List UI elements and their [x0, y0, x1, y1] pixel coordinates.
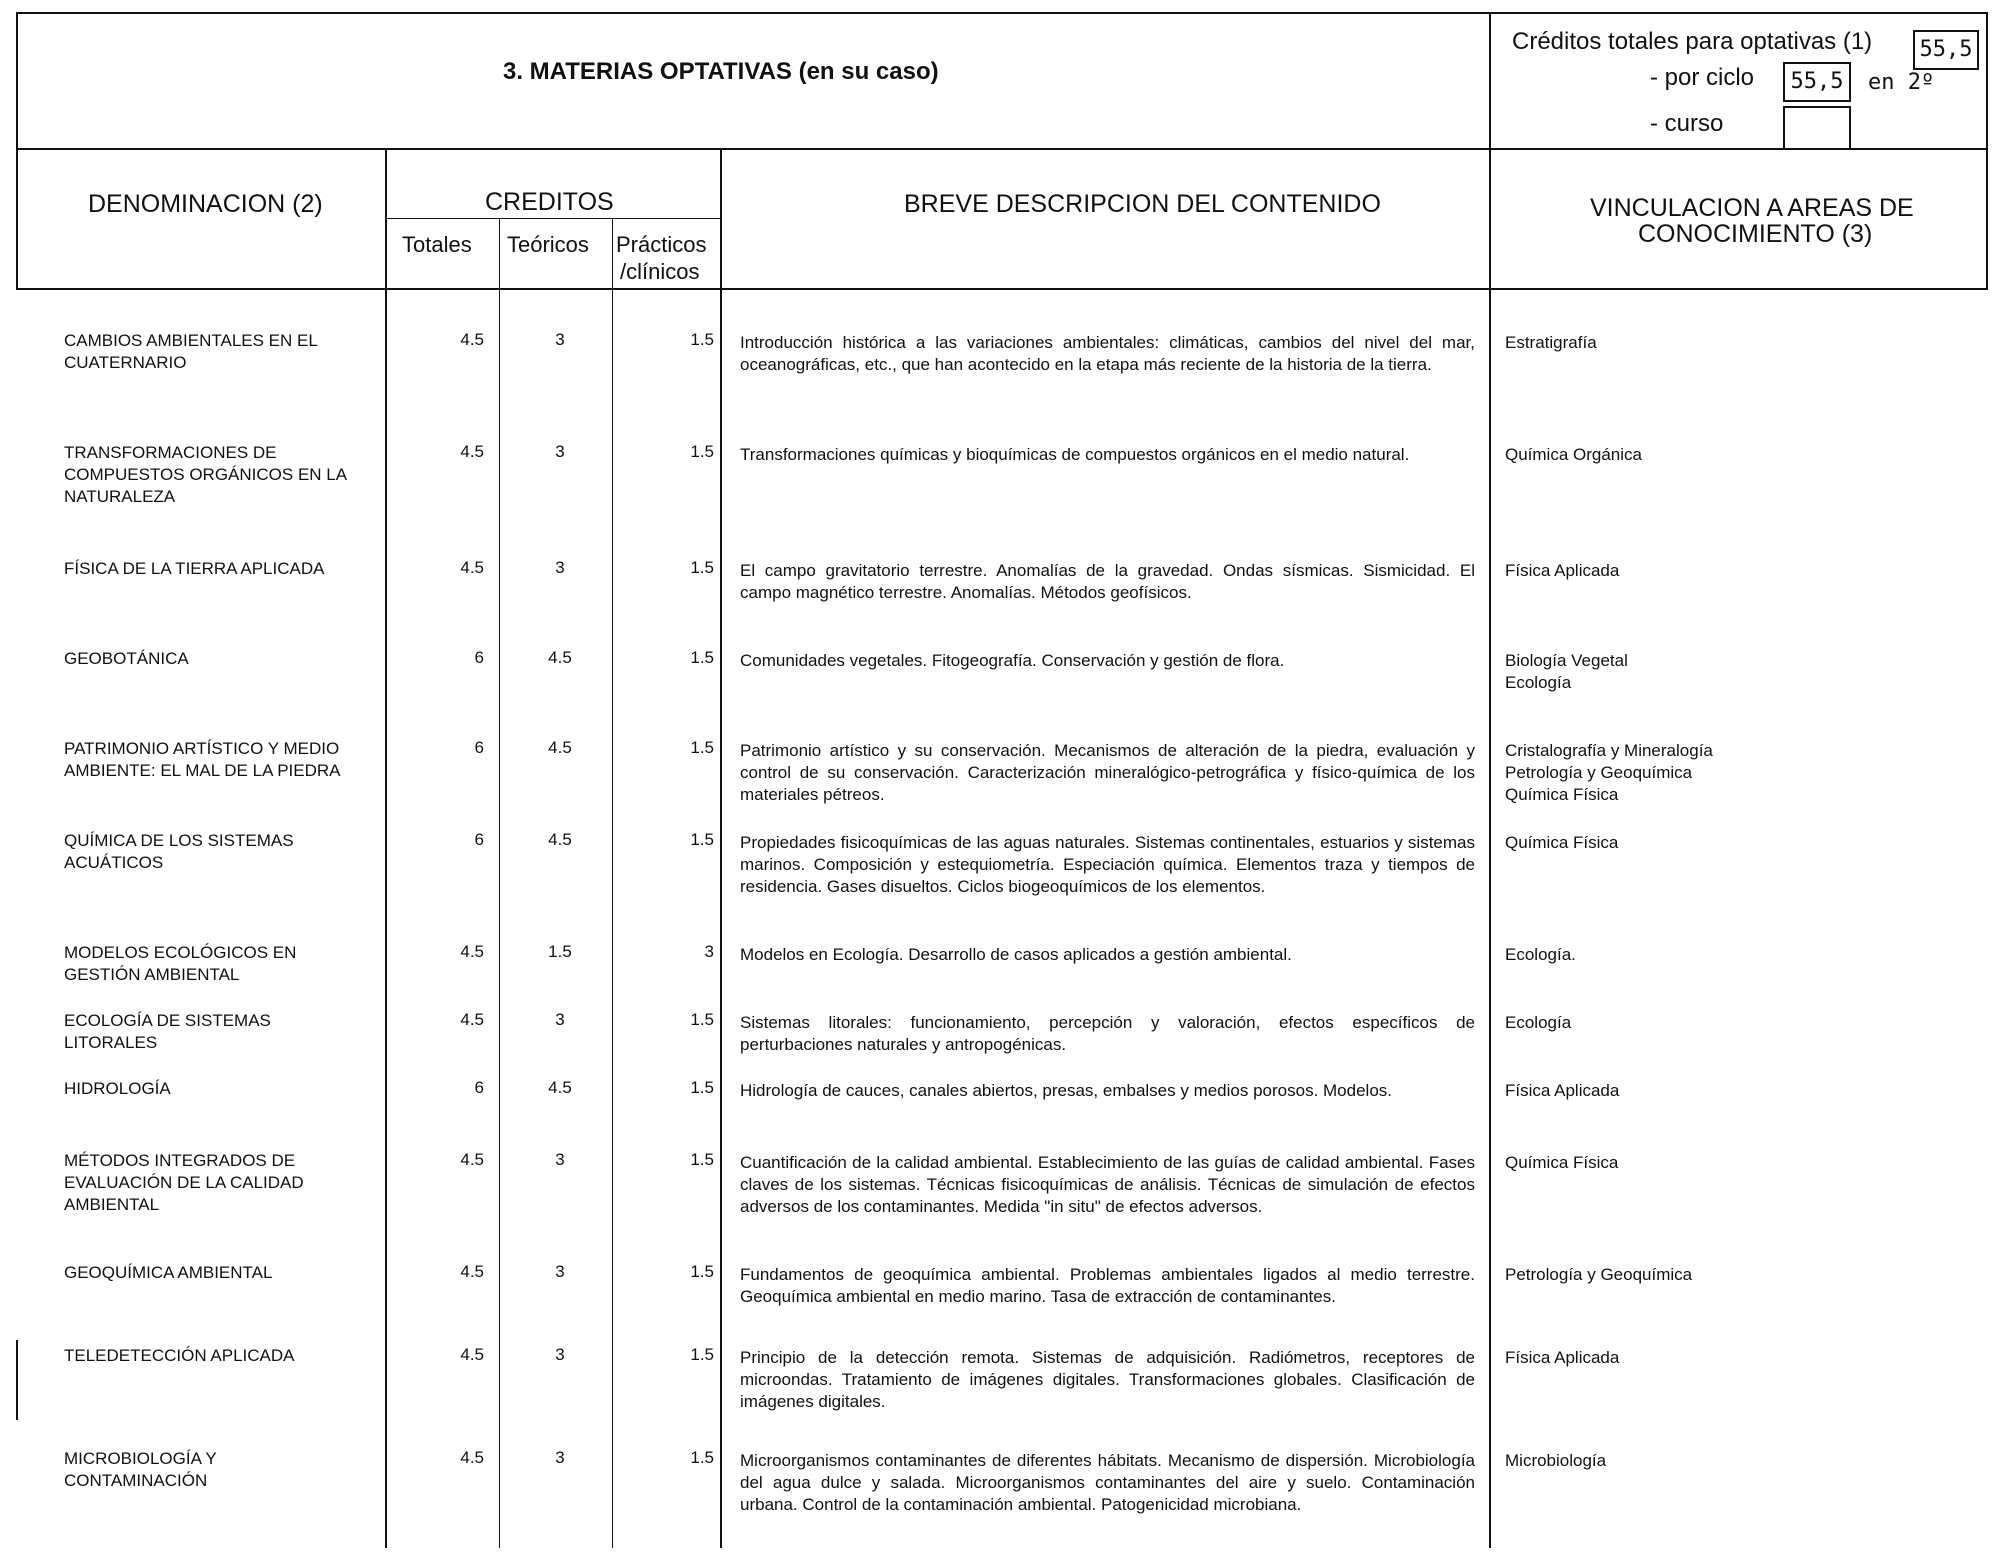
- row-descripcion: El campo gravitatorio terrestre. Anomalías de la gravedad. Ondas sísmicas. Sismicidad. El campo magnético terrestre. Anomalías. Métodos geofísicos.: [740, 561, 1475, 602]
- row-areas: Física Aplicada: [1505, 561, 1620, 580]
- row-teoricos: 3: [555, 330, 565, 349]
- row-descripcion: Comunidades vegetales. Fitogeografía. Conservación y gestión de flora.: [740, 651, 1285, 670]
- row-areas: Ecología.: [1505, 945, 1576, 964]
- row-areas: Química Orgánica: [1505, 445, 1642, 464]
- en-ciclo-label: en 2º: [1868, 70, 1935, 95]
- row-practicos: 1.5: [690, 558, 714, 577]
- header-bottom-border: [16, 148, 1988, 150]
- col-clinicos: /clínicos: [620, 259, 700, 284]
- row-areas: Biología Vegetal Ecología: [1505, 651, 1628, 692]
- creditos-totales-text: 55,5: [1919, 37, 1973, 62]
- row-denominacion: MÉTODOS INTEGRADOS DE EVALUACIÓN DE LA CALIDAD AMBIENTAL: [64, 1151, 304, 1214]
- row-teoricos: 3: [555, 1448, 565, 1467]
- row-teoricos: 3: [555, 558, 565, 577]
- row-totales: 4.5: [460, 330, 484, 349]
- row-areas: Ecología: [1505, 1013, 1572, 1032]
- row-practicos: 1.5: [690, 1448, 714, 1467]
- row-teoricos: 3: [555, 442, 565, 461]
- row-totales: 6: [474, 1078, 484, 1097]
- por-ciclo-value: [1783, 62, 1851, 102]
- row-denominacion: GEOQUÍMICA AMBIENTAL: [64, 1263, 273, 1282]
- row-denominacion: MICROBIOLOGÍA Y CONTAMINACIÓN: [64, 1449, 217, 1490]
- row-denominacion: FÍSICA DE LA TIERRA APLICADA: [64, 559, 325, 578]
- column-header-bottom-border: [16, 288, 1988, 290]
- row-totales: 6: [474, 738, 484, 757]
- row-descripcion: Transformaciones químicas y bioquímicas de compuestos orgánicos en el medio natural.: [740, 445, 1410, 464]
- row-practicos: 1.5: [690, 1262, 714, 1281]
- col-sep-denominacion: [385, 148, 387, 1548]
- section-title: 3. MATERIAS OPTATIVAS (en su caso): [503, 58, 939, 85]
- col-creditos: CREDITOS: [485, 188, 614, 216]
- row-teoricos: 4.5: [548, 1078, 572, 1097]
- right-border: [1986, 12, 1988, 290]
- row-practicos: 1.5: [690, 648, 714, 667]
- row-areas: Cristalografía y Mineralogía Petrología y Geoquímica Química Física: [1505, 741, 1713, 804]
- row-denominacion: GEOBOTÁNICA: [64, 649, 189, 668]
- row-practicos: 1.5: [690, 330, 714, 349]
- creditos-subheader-line: [385, 218, 721, 219]
- row-areas: Física Aplicada: [1505, 1081, 1620, 1100]
- row-totales: 4.5: [460, 558, 484, 577]
- col-vinculacion-1: VINCULACION A AREAS DE: [1590, 194, 1914, 222]
- row-totales: 4.5: [460, 1010, 484, 1029]
- row-denominacion: TELEDETECCIÓN APLICADA: [64, 1346, 295, 1365]
- row-descripcion: Sistemas litorales: funcionamiento, percepción y valoración, efectos específicos de perturbaciones naturales y antropogénicas.: [740, 1013, 1475, 1054]
- row-denominacion: HIDROLOGÍA: [64, 1079, 171, 1098]
- row-practicos: 1.5: [690, 738, 714, 757]
- row-denominacion: ECOLOGÍA DE SISTEMAS LITORALES: [64, 1011, 271, 1052]
- row-totales: 4.5: [460, 1262, 484, 1281]
- row-teoricos: 3: [555, 1150, 565, 1169]
- row-totales: 4.5: [460, 1448, 484, 1467]
- row-teoricos: 3: [555, 1262, 565, 1281]
- row-descripcion: Cuantificación de la calidad ambiental. Establecimiento de las guías de calidad ambiental. Fases claves de los sistemas. Técnicas fisicoquímicas de análisis. Técnicas de simulación de efectos adversos de los contaminantes. Medida "in situ" de efectos adversos.: [740, 1153, 1475, 1216]
- col-denominacion: DENOMINACION (2): [88, 190, 323, 218]
- row-totales: 4.5: [460, 942, 484, 961]
- row-practicos: 3: [704, 942, 714, 961]
- row-denominacion: PATRIMONIO ARTÍSTICO Y MEDIO AMBIENTE: EL MAL DE LA PIEDRA: [64, 739, 341, 780]
- row-descripcion: Patrimonio artístico y su conservación. Mecanismos de alteración de la piedra, evaluación y control de su conservación. Caracterización mineralógico-petrográfica y físico-química de los materiales pétreos.: [740, 741, 1475, 804]
- por-ciclo-label: - por ciclo: [1650, 64, 1755, 91]
- col-sep-practicos: [720, 148, 722, 1548]
- row-practicos: 1.5: [690, 1150, 714, 1169]
- row-descripcion: Hidrología de cauces, canales abiertos, presas, embalses y medios porosos. Modelos.: [740, 1081, 1393, 1100]
- row-areas: Microbiología: [1505, 1451, 1607, 1470]
- row-totales: 4.5: [460, 1150, 484, 1169]
- creditos-totales-label: Créditos totales para optativas (1): [1512, 28, 1873, 55]
- row-teoricos: 1.5: [548, 942, 572, 961]
- left-border-top: [16, 12, 18, 290]
- row-descripcion: Microorganismos contaminantes de diferentes hábitats. Mecanismo de dispersión. Microbiología del agua dulce y salada. Microorganismos contaminantes del aire y suelo. Contaminación urbana. Control de la contaminación ambiental. Patogenicidad microbiana.: [740, 1451, 1475, 1514]
- creditos-totales-value: [1913, 30, 1979, 70]
- row-areas: Petrología y Geoquímica: [1505, 1265, 1693, 1284]
- row-teoricos: 3: [555, 1345, 565, 1364]
- row-descripcion: Principio de la detección remota. Sistemas de adquisición. Radiómetros, receptores de microondas. Tratamiento de imágenes digitales. Transformaciones globales. Clasificación de imágenes digitales.: [740, 1348, 1475, 1411]
- row-areas: Estratigrafía: [1505, 333, 1597, 352]
- row-denominacion: MODELOS ECOLÓGICOS EN GESTIÓN AMBIENTAL: [64, 943, 297, 984]
- col-teoricos: Teóricos: [507, 232, 589, 257]
- por-ciclo-text: 55,5: [1790, 69, 1844, 94]
- row-teoricos: 4.5: [548, 738, 572, 757]
- row-descripcion: Fundamentos de geoquímica ambiental. Problemas ambientales ligados al medio terrestre. Geoquímica ambiental en medio marino. Tasa de extracción de contaminantes.: [740, 1265, 1475, 1306]
- row-denominacion: TRANSFORMACIONES DE COMPUESTOS ORGÁNICOS EN LA NATURALEZA: [64, 443, 347, 506]
- row-teoricos: 4.5: [548, 830, 572, 849]
- row-totales: 6: [474, 830, 484, 849]
- header-divider-vertical: [1489, 12, 1491, 1548]
- row-practicos: 1.5: [690, 442, 714, 461]
- row-practicos: 1.5: [690, 830, 714, 849]
- left-border-lower: [16, 1340, 18, 1420]
- row-denominacion: CAMBIOS AMBIENTALES EN EL CUATERNARIO: [64, 331, 318, 372]
- row-areas: Física Aplicada: [1505, 1348, 1620, 1367]
- row-descripcion: Modelos en Ecología. Desarrollo de casos aplicados a gestión ambiental.: [740, 945, 1292, 964]
- col-sep-totales: [499, 218, 500, 1548]
- col-totales: Totales: [402, 232, 472, 257]
- row-totales: 6: [474, 648, 484, 667]
- col-vinculacion-2: CONOCIMIENTO (3): [1638, 220, 1873, 248]
- curso-value: [1783, 106, 1851, 150]
- row-areas: Química Física: [1505, 1153, 1619, 1172]
- row-denominacion: QUÍMICA DE LOS SISTEMAS ACUÁTICOS: [64, 831, 294, 872]
- col-sep-teoricos: [612, 218, 613, 1548]
- col-practicos: Prácticos: [616, 232, 707, 257]
- col-descripcion: BREVE DESCRIPCION DEL CONTENIDO: [904, 190, 1381, 218]
- top-border: [16, 12, 1988, 14]
- row-descripcion: Introducción histórica a las variaciones ambientales: climáticas, cambios del nivel del mar, oceanográficas, etc., que han acontecido en la etapa más reciente de la historia de la tierra.: [740, 333, 1475, 374]
- curso-label: - curso: [1650, 110, 1724, 137]
- row-practicos: 1.5: [690, 1010, 714, 1029]
- row-practicos: 1.5: [690, 1345, 714, 1364]
- row-descripcion: Propiedades fisicoquímicas de las aguas naturales. Sistemas continentales, estuarios y sistemas marinos. Composición y estequiometría. Especiación química. Elementos traza y tiempos de residencia. Gases disueltos. Ciclos biogeoquímicos de los elementos.: [740, 833, 1475, 896]
- row-teoricos: 3: [555, 1010, 565, 1029]
- row-practicos: 1.5: [690, 1078, 714, 1097]
- row-areas: Química Física: [1505, 833, 1619, 852]
- row-teoricos: 4.5: [548, 648, 572, 667]
- row-totales: 4.5: [460, 442, 484, 461]
- row-totales: 4.5: [460, 1345, 484, 1364]
